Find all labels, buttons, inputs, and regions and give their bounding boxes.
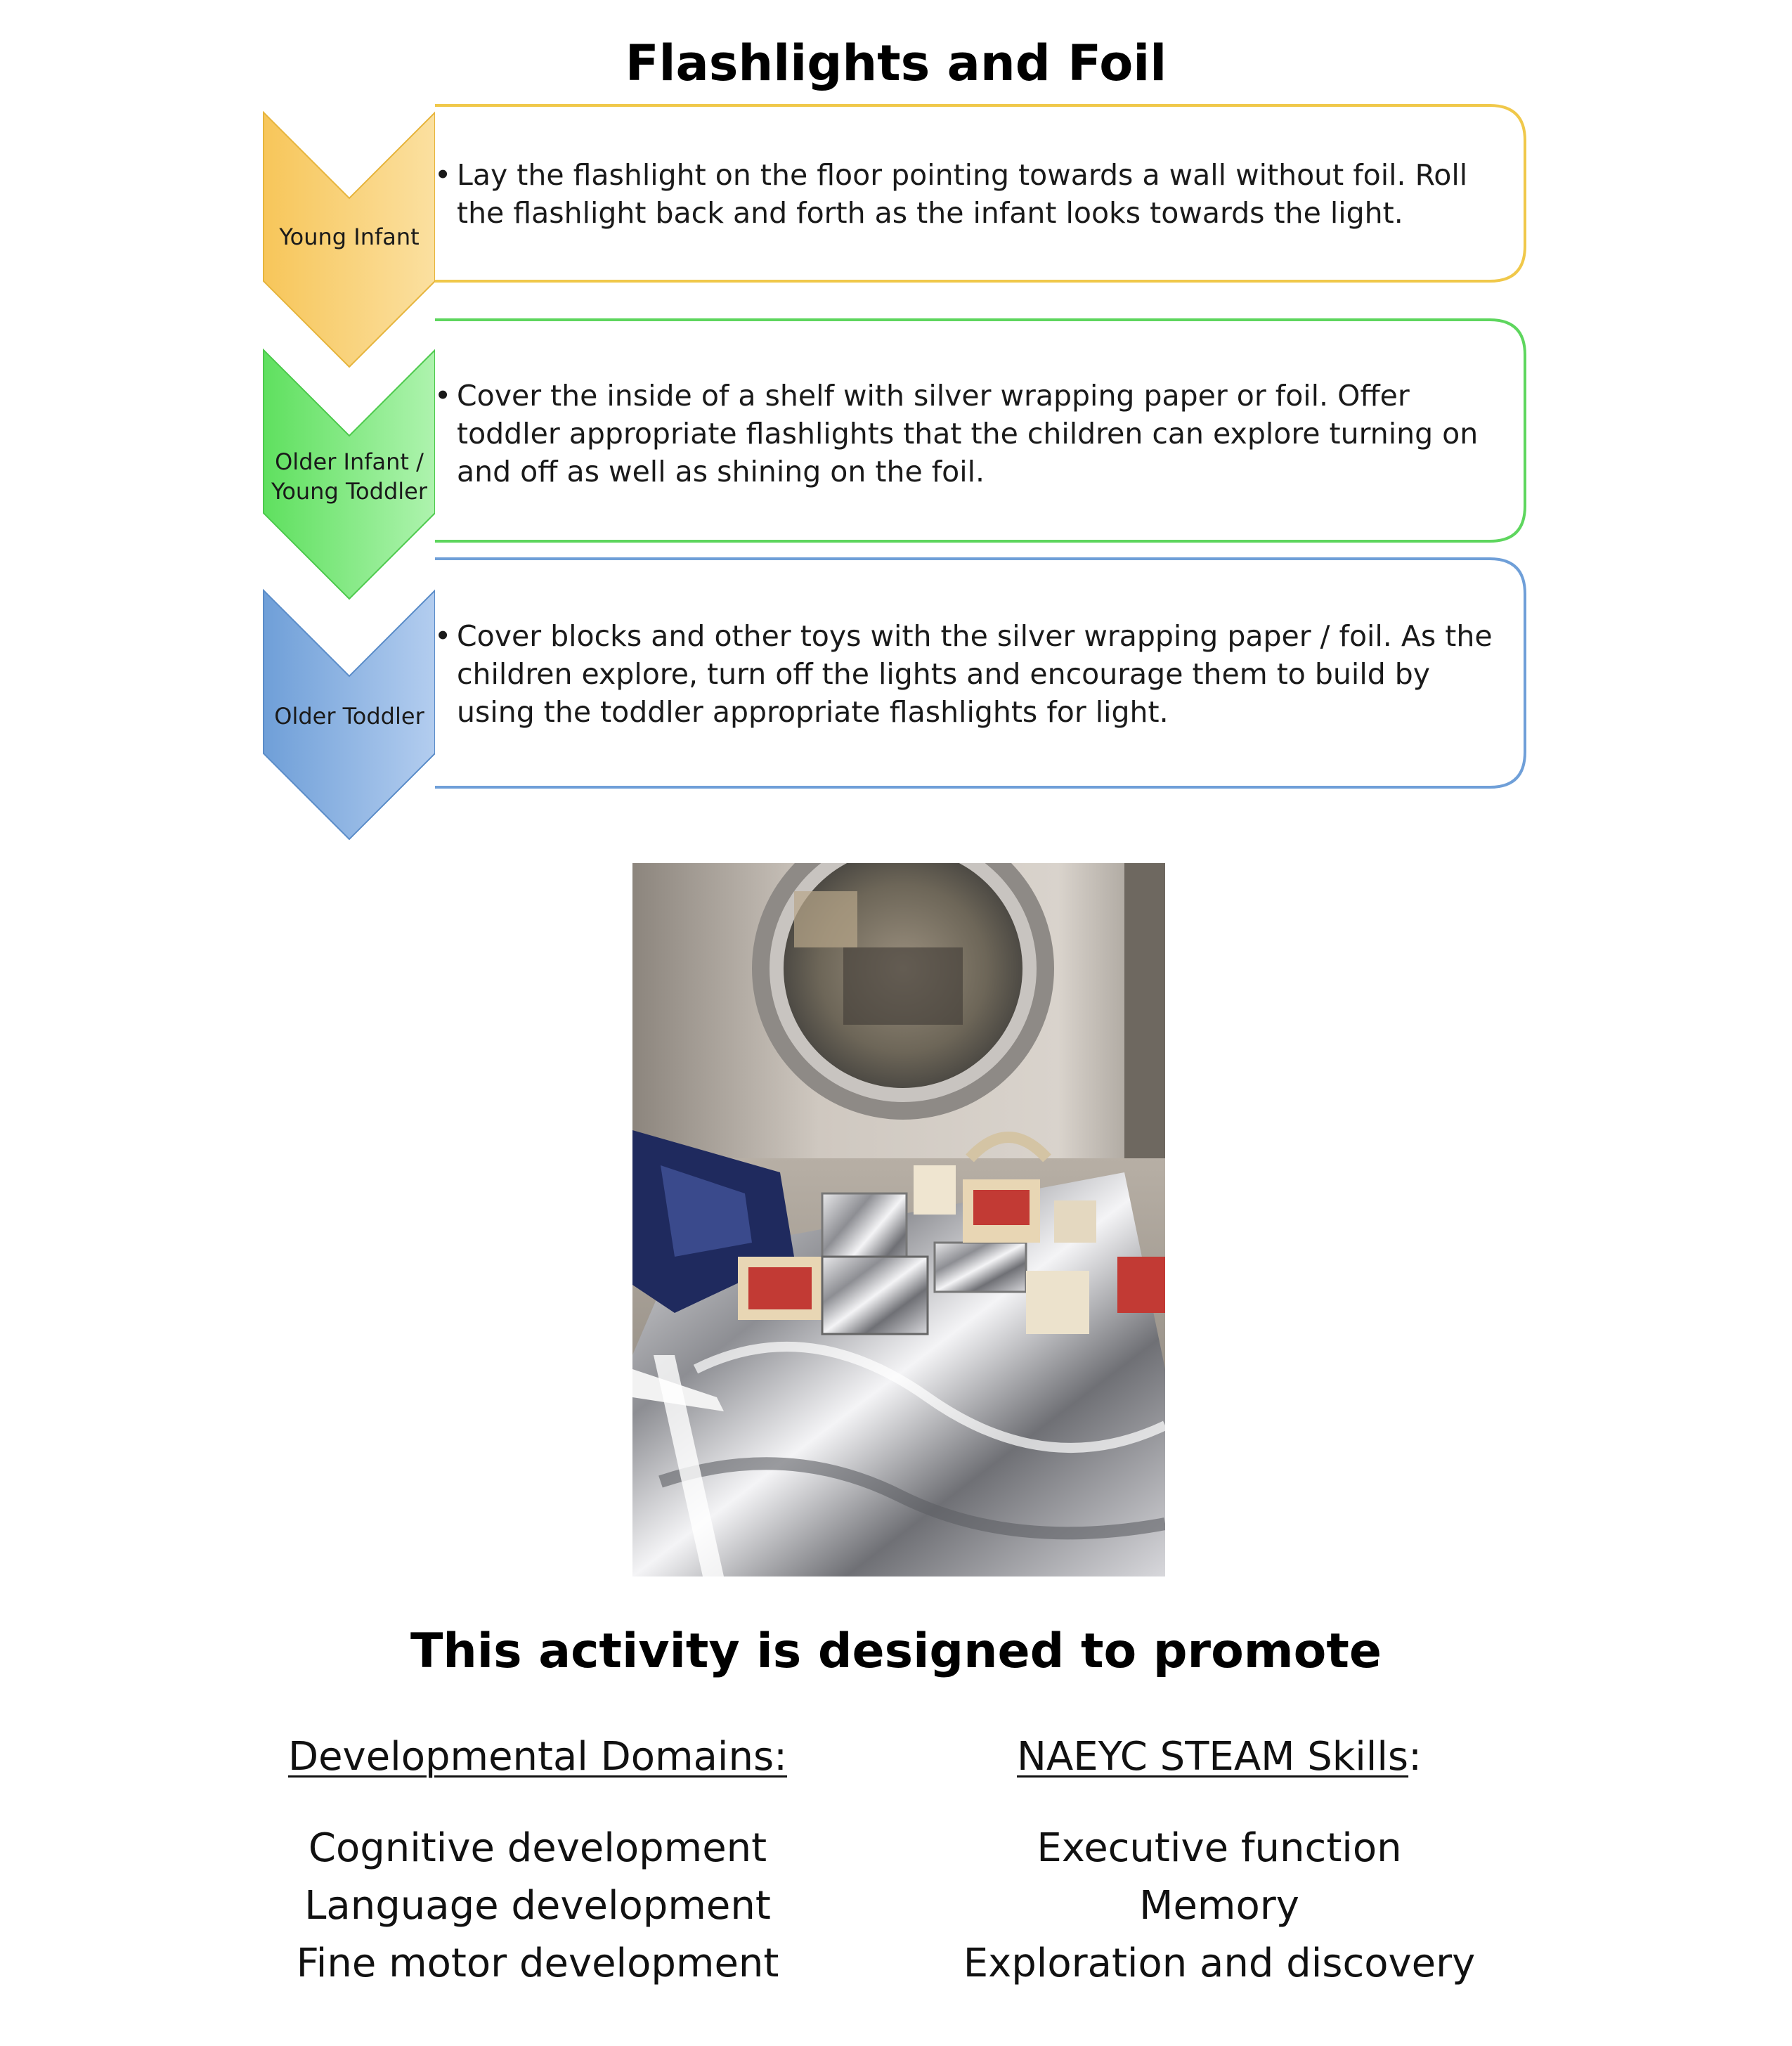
stage-label-young-infant: [263, 222, 436, 252]
stage-text-young-infant: [434, 156, 1468, 232]
stage-text-older-infant: [434, 377, 1479, 491]
bullet-icon: •: [434, 158, 452, 192]
list-item: Language development: [304, 1883, 771, 1929]
list-item: Cognitive development: [308, 1825, 767, 1871]
stage-text-line: children explore, turn off the lights and encourage them to build by: [457, 657, 1431, 691]
activity-photo: [632, 863, 1165, 1576]
list-item: Exploration and discovery: [963, 1941, 1476, 1986]
list-item: Executive function: [1037, 1825, 1402, 1871]
developmental-list: [221, 1820, 854, 1993]
stage-text-line: Lay the flashlight on the floor pointing towards a wall without foil. Roll: [457, 158, 1468, 192]
stage-text-older-toddler: [434, 617, 1493, 731]
naeyc-steam-skills: [903, 1725, 1535, 1993]
stage-label-line: Older Infant /: [275, 448, 424, 475]
naeyc-heading-text: NAEYC STEAM Skills: [1017, 1734, 1409, 1780]
naeyc-list: [903, 1820, 1535, 1993]
bullet-icon: •: [434, 619, 452, 653]
list-item: Memory: [1139, 1883, 1299, 1929]
developmental-domains: [221, 1725, 854, 1993]
bullet-icon: •: [434, 379, 452, 413]
stage-text-line: Cover the inside of a shelf with silver wrapping paper or foil. Offer: [457, 379, 1410, 413]
stage-text-line: using the toddler appropriate flashlights for light.: [457, 695, 1169, 729]
stage-label-line: Young Toddler: [271, 478, 427, 505]
stage-text-line: the flashlight back and forth as the infant looks towards the light.: [457, 196, 1403, 230]
stage-label-older-infant: [263, 447, 436, 506]
stage-text-line: toddler appropriate flashlights that the children can explore turning on: [457, 417, 1479, 451]
developmental-heading: [221, 1725, 854, 1789]
promote-heading: This activity is designed to promote: [410, 1624, 1382, 1679]
page-title: Flashlights and Foil: [625, 34, 1167, 92]
stage-text-line: Cover blocks and other toys with the silver wrapping paper / foil. As the: [457, 619, 1493, 653]
stage-text-line: and off as well as shining on the foil.: [457, 455, 985, 488]
naeyc-heading: [903, 1725, 1535, 1789]
stage-label-older-toddler: [263, 701, 436, 731]
developmental-heading-text: Developmental Domains:: [287, 1734, 787, 1780]
naeyc-heading-colon: :: [1408, 1734, 1422, 1780]
stage-label-line: Young Infant: [279, 224, 420, 250]
stage-label-line: Older Toddler: [274, 703, 424, 730]
list-item: Fine motor development: [296, 1941, 779, 1986]
